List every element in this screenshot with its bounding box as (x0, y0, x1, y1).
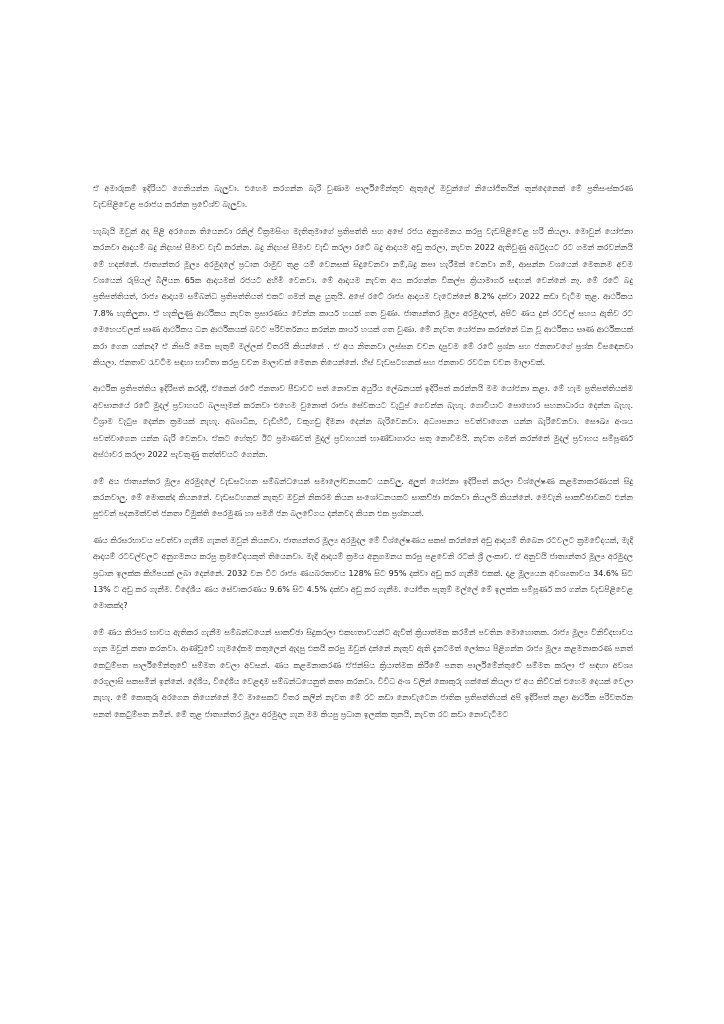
document-body (93, 181, 633, 733)
paragraph-4: මේ අය ජාත්‍යන්තර මූල්‍ය අරමුදලේ වැඩසටහන සම්බන්ධයෙන් සමාලෝචනයකට යනවලු. අලුත් යෝජනා ඉදිරිපත් කරලා විශ්ලේෂණ කළමනාකරණයක් සිදු කරනවාලු. මේ මොකක්ද කියනනේ. වැඩසටහනක් නැතුව ඔවුන් නිකරම කියන සංශෝධනයකට සාකච්ඡා කරනවා කියලයි කියන්නේ. මෙවැනි සාකච්ඡාවකට එන්න පුළුවන් පදනමක්වත් ජනතා විමුක්ති පෙරමුණ හා සමගි ජන බලවේගය දන්නවද කියන එක ප්‍රශ්නයක්. (93, 476, 633, 519)
paragraph-3: ආර්ථික ප්‍රතිපත්තිය ඉදිරිපත් කරද්දී, ඒකෙන් රටේ ජනතාව පීඩාවට පත් නොවන අයුරිය ලේඛනයක් ඉදිරිපත් කරන්නයි මම යෝජනා කළා. මේ හැම ප්‍රතිපත්තියක්ම අවසානයේ රටේ මුදල් ප්‍රවාහයට බලපෑමක් කරනවා එහෙම වුනොත් රාජ්‍ය සේවකයට වැටුප් ගෙවන්න බැහැ. ගොවියාට පොහොර සහනාධාරය දෙන්න බැහැ. විශ්‍රාම වැටුප දෙන්න ක්‍රමයක් නැහැ. අබ්‍යාධික, වැඩිහිටි, වකුගඩු දීමනා දෙන්න බැරිවෙනවා. අධ්‍යාපනය පවත්වාගෙන යන්න බැරිවෙනවා. සෞඛ්‍ය අංශය පවත්වාගෙන යන්න බැරි වෙනවා. ඒකට හේතුව ඊට ප්‍රමාණවත් මුදල් ප්‍රවාහයක් භාණ්ඩාගාරය සතු නොවීමයි. නැවත ගමන් කරන්නේ මුදල් ප්‍රවාහය සම්පූර්ණ අස්ථාවර කරලා 2022 පැවතුණු තත්ත්වයට ගෙන්න. (93, 384, 633, 460)
paragraph-5: ණය කිරසරභාවය පවත්වා ගැනීම ගැනත් ඔවුන් කියනවා. ජාත්‍යන්තර මූල්‍ය අරමුදල මේ විශ්ලේෂණය සකස් කරන්නේ අඩු ආදායම් තිබෙන රටවලට ක්‍රමවේදයක්, මැදි ආදායම් රටවල්වලට අනුගමනය කරපු ක්‍රමවේදයකුත් තියෙනවා. මැදි ආදායම් ක්‍රමය අනුගමනය කරපු පළවෙනි රටක් ශ්‍රී ලංකාව. ඒ අනුවයි ජාත්‍යන්තර මූල්‍ය අරමුදල ප්‍රධාන ඉලක්ක කිහිපයක් ලබා දෙන්නේ. 2032 වන විට රාජ්‍ය ණයබරතාවය 128% සිට 95% දක්වා අඩු කර ගැනීම එකක්. දළ මූල්‍යයන අවශ්‍යතාවය 34.6% සිට 13% ට අඩු කර ගැනීම. විදේශීය ණය සේවාකරණය 9.6% සිට 4.5% දක්වා අඩු කර ගැනීම. යෝජිත පැතුම් මල්ලේ මේ ඉලක්ක සම්පූර්ණ කර ගන්න වැඩපිළිවෙළ මොකක්ද? (93, 535, 633, 611)
paragraph-2: හැබැයි ඔවුන් අද පිළි අරගෙන තියෙනවා රනිල් වික්‍රමසිංහ මැතිතුමාගේ ප්‍රතිපත්ති සහ අපේ රජය අනුගමනය කරපු වැඩපිළිවෙළ හරි කියලා. මොවුන් යෝජනා කරනවා ආදායම් බදු නිදහස් සීමාව වැඩි කරන්න. බදු නිදහස් සීමාව වැඩි කරලා රටේ බදු ආදායම අඩු කරලා, නැවත 2022 ඇතිවුණු අර්බුදයට රට ගමන් කරවන්නයි මේ හදන්නේ. ජාත්‍යන්තර මූල්‍ය අරමුදලේ ප්‍රධාන රාමුව තුළ යම් වෙනසක් සිදුවෙනවා නම්,බදු කපා හැරීමක් වෙනවා නම්, ආසන්න වශයෙන් මෙතනම අවම වශයෙන් රුපියල් බිලියන 65ක ආදායමක් රජයට අහිමි වෙනවා. මේ ආදායම නැවත අය කරගන්න විකල්ප ක්‍රියාමාර්ග සඳහන් වෙන්නේ නෑ. මේ රටේ බදු ප්‍රතිපත්තියත්, රාජ්‍ය ආදායම සම්බන්ධ ප්‍රතිපත්තියත් එකට ගමන් කළ යුතුයි. අපේ රටේ රාජ්‍ය ආදායම වැටෙන්නේ 8.2% දක්වා 2022 කඩා වැටීම තුළ. ආර්ථිකය 7.8% හැකිලුනා. ඒ හැකිලුණු ආර්ථිකය නැවත ප්‍රසාරණය වෙන්න කාර්ය හයක් ගත වුණා. ජාත්‍යන්තර මූල්‍ය අරමුදලත්, අපිට ණය දුන් රටවල් සහය ඇතිව රට මෙහෙයවලක් සෘණ ආර්ථිකය ධන ආර්ථිකයක් බවට පරිවර්තනය කරන්න කාර්ය හයක් ගත වුණා. මේ නැවත යෝජනා කරන්නේ ධන වූ ආර්ථිකය සෘණ ආර්ථිකයක් කරා ගෙන යන්නද? ඒ නිසයි මෙක පැතුම් මල්ලක් විතරයි කියන්නේ . ඒ අය නිතනවා ලස්සන වචන දාපුවම මේ රටේ ප්‍රශ්න සහ ජනතාවගේ ප්‍රශ්න විසඳෙනවා කියලා. ජනතාව රැවටීම සඳහා භාවිතා කරපු වචන මාලාවක් මෙතන තියෙන්නේ. හිස් වැඩසටහනක් සහ ජනතාව රවටන වචන මාලාවක්. (93, 226, 633, 368)
paragraph-6: මේ ණය කිරසර භාවය ඇතිකර ගැනීම සම්බන්ධයෙන් සාකච්ඡා සිදුකරලා එකඟතාවයන්ට ඇවිත් ක්‍රියාත්මක කරමින් පවතින මොහොතක. රාජ්‍ය මූල්‍ය විනිවිදභාවය ගැන ඔවුන් කතා කරනවා. ආණ්ඩුවේ හැමදේකම කතුලෙන් ඇදපු එකයි කරපු ඔවුන් දන්නේ නැතුව ඇති දැනටමත් ලෝකය පිළිගන්න රාජ්‍ය මූල්‍ය කළමනාකරණ පනත් කෙටුම්පත පාර්ලිමේන්තුවේ සම්මත වෙලා අවසන්. ණය කළමනාකරණ ඒජන්සිය ක්‍රියාත්මක කිරීමේ පනත පාර්ලිමේන්තුවේ සම්මත කරලා ඒ සඳහා අවශ්‍ය රෙගුලාසි සකසමින් ඉන්නේ. දේශීය, විදේශීය වෙළඳාම සම්බන්ධයෙනුත් කතා කරනවා. විවිධ අංශ වලින් කොකුරු ගක්කේ කියලා ඒ අය කිව්වක් එහෙම දෙයක් වෙලා නැහැ. මේ කොකුරු අරගෙන තියෙන්නේ මීට මාසෙකට විතර කලින් නැවත මේ රට කඩා නොවැටෙන ජාතික ප්‍රතිපත්තියක් අපි ඉදිරිපත් කළා ආර්ථික පරිවර්තන පනත් කෙටුම්පත නමින්. මේ තුළ ජාත්‍යන්තර මූල්‍ය අරමුදල ගැන මම කියපු ප්‍රධාන ඉලක්ක තුනයි, නැවත රට කඩා නොවැටීමට (93, 627, 633, 719)
paragraph-1: ඒ අමාරුකම් ඉදිරියට ගෙනියන්න බැලුවා. එහෙම කරගන්න බැරි වුණාම පාර්ලිමේන්තුව ඇතුලේ ඔවුන්ගේ නියෝජිතයින් තුන්දෙනෙක් මේ ප්‍රතිසංස්කරණ වැඩපිළිවෙළ පරාජය කරන්න ප්‍රවේශ්ච බැලුවා. (93, 184, 633, 210)
